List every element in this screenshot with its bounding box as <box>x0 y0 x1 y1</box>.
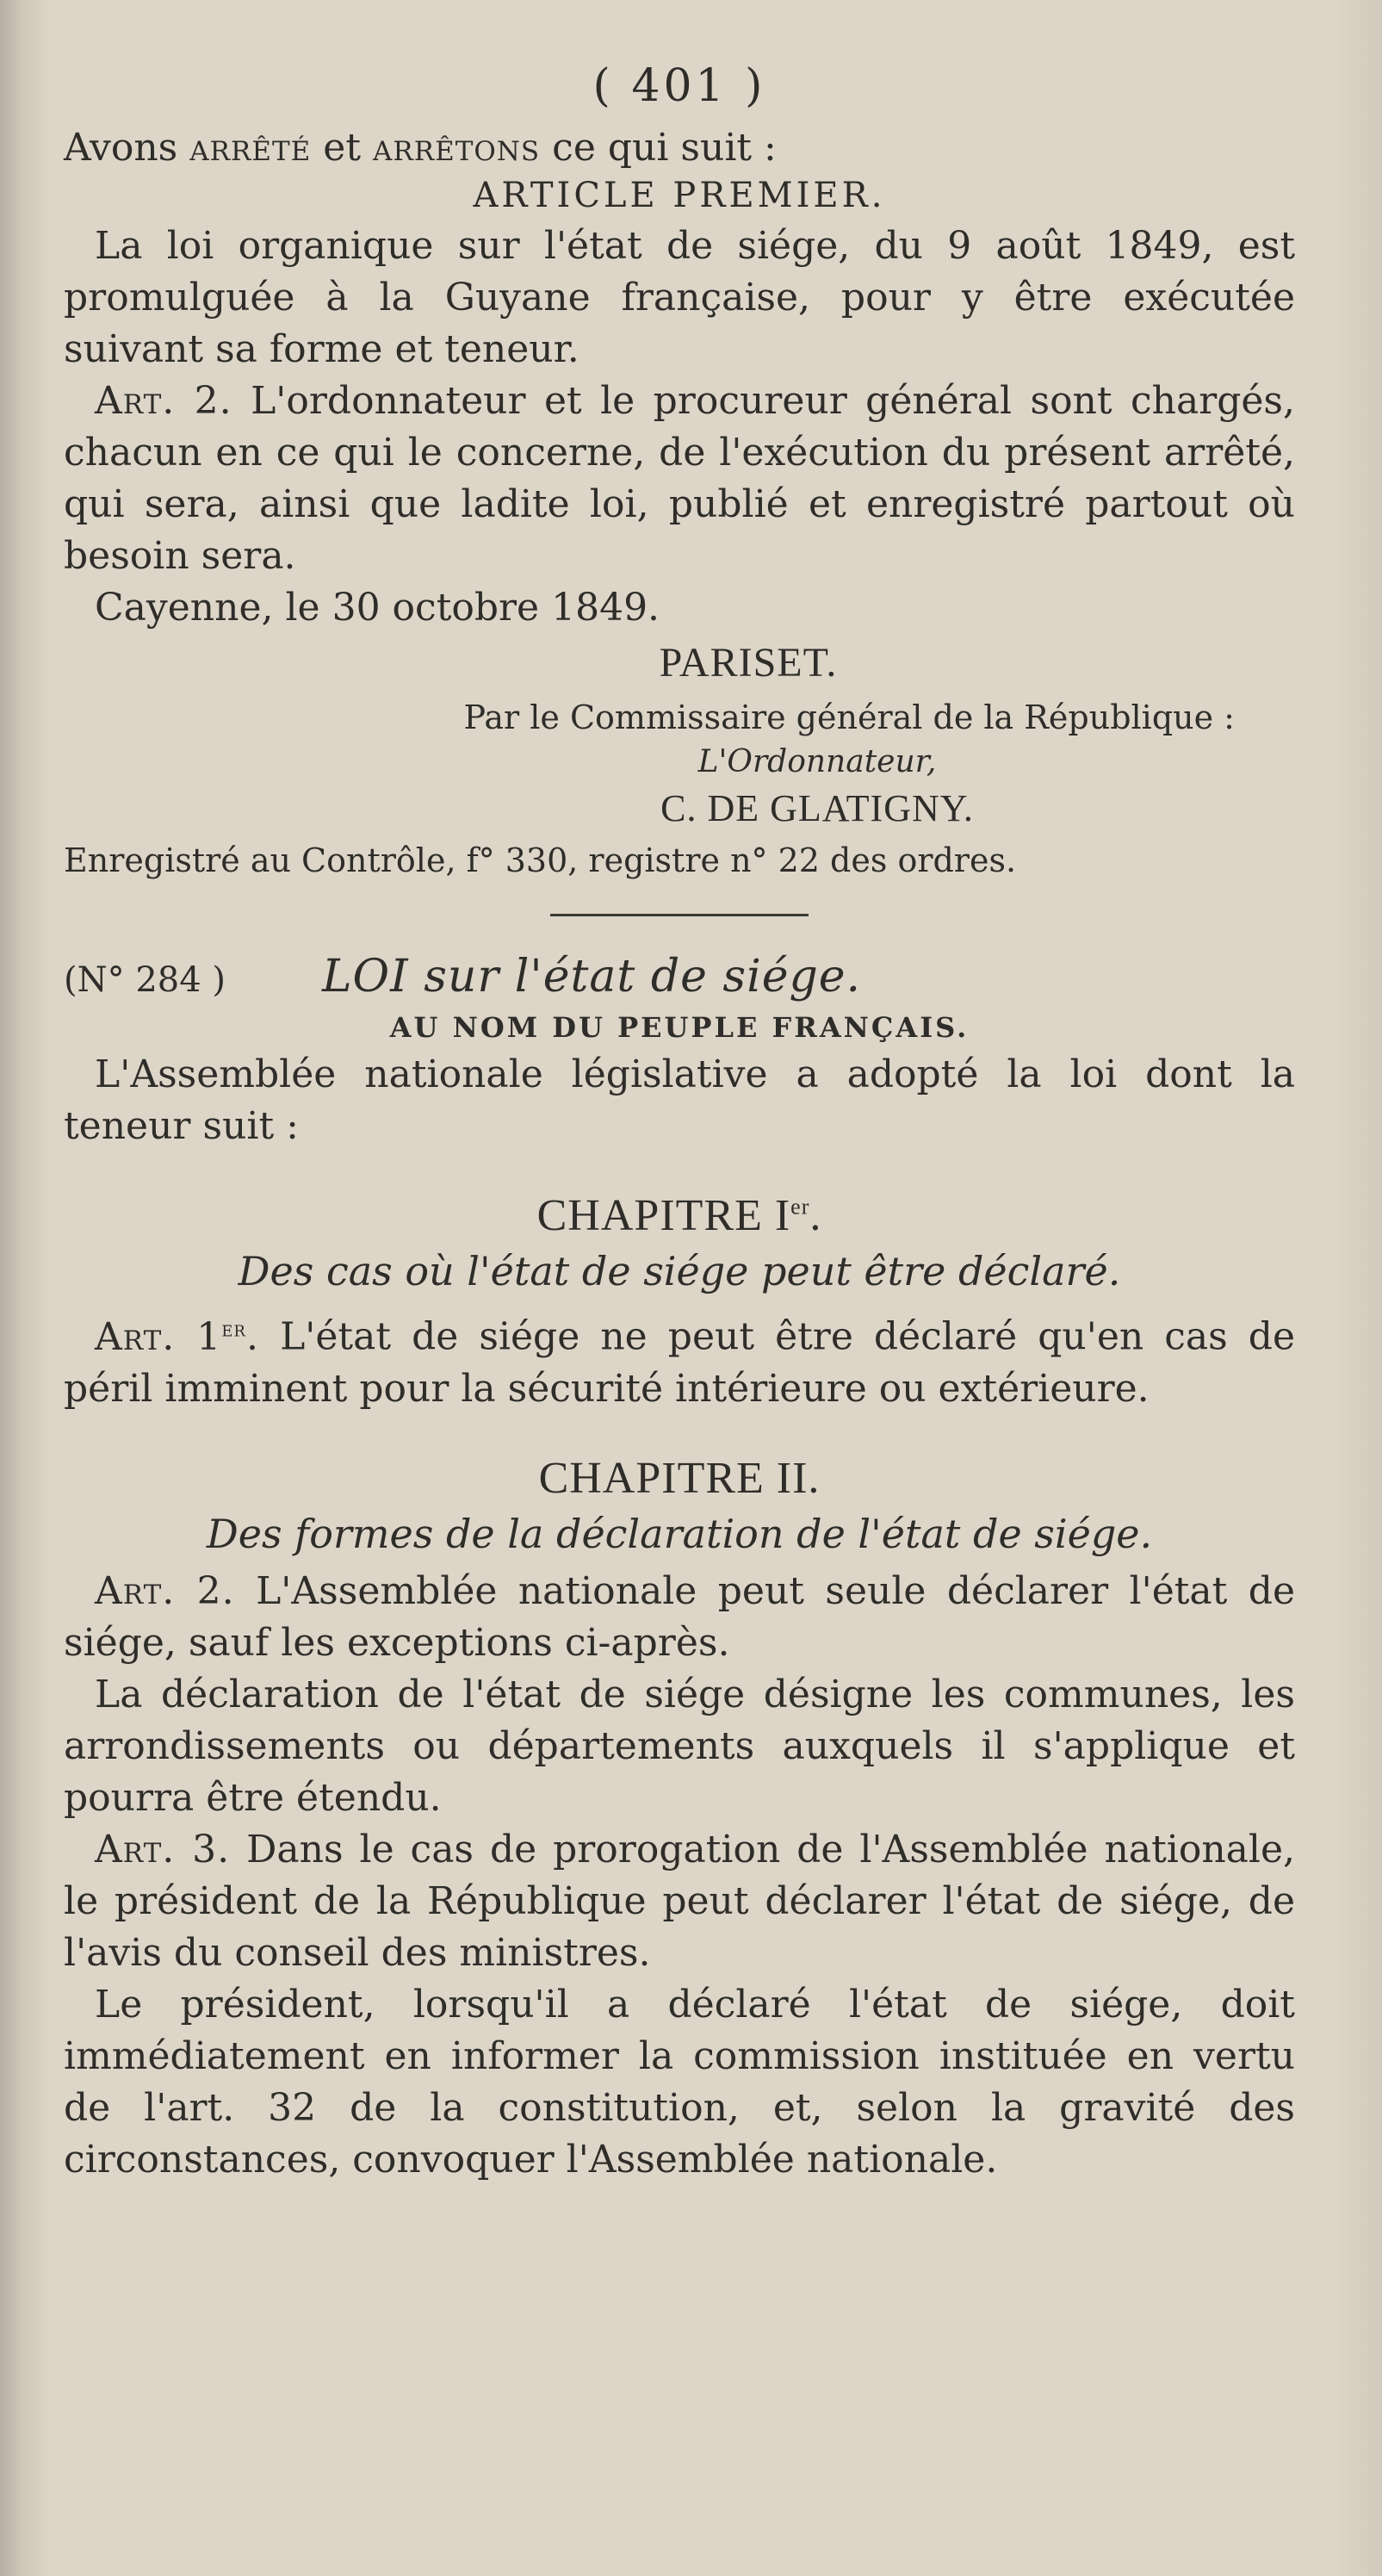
section-divider <box>550 914 809 916</box>
place-date: Cayenne, le 30 octobre 1849. <box>95 586 660 630</box>
page-content <box>64 52 1295 2186</box>
chapter-1-title-end: . <box>809 1191 822 1240</box>
law-article-1-label-main: Art. 1 <box>95 1314 222 1359</box>
chapter-2-title: CHAPITRE II. <box>538 1453 821 1503</box>
law-article-2-label: Art. 2. <box>95 1568 235 1613</box>
law-article-3-text: Dans le cas de prorogation de l'Assemblée nationale, le président de la République peut déclarer l'état de siége, de l'avis du conseil des ministres. <box>64 1827 1295 1975</box>
opening-mid: et <box>323 126 362 170</box>
page-number: ( 401 ) <box>592 60 766 112</box>
opening-prefix: Avons <box>64 126 178 170</box>
chapter-1-title-sup: er <box>790 1194 810 1220</box>
law-article-3 <box>64 1824 1295 1979</box>
law-article-2 <box>64 1566 1295 1669</box>
law-article-1-text: L'état de siége ne peut être déclaré qu'en cas de péril imminent pour la sécurité intérieure ou extérieure. <box>64 1314 1295 1411</box>
law-article-1-label-sup: er <box>221 1316 246 1342</box>
article-1-text: La loi organique sur l'état de siége, du 9 août 1849, est promulguée à la Guyane française, pour y être exécutée suivant sa forme et teneur. <box>64 224 1295 371</box>
law-article-1 <box>64 1303 1295 1415</box>
law-article-3-para-2: Le président, lorsqu'il a déclaré l'état de siége, doit immédiatement en informer la commission instituée en vertu de l'art. 32 de la constitution, et, selon la gravité des circonstances, convoquer l'Assemblée nationale. <box>64 1982 1295 2182</box>
opening-caps-1: arrêté <box>189 126 312 170</box>
article-2-text: L'ordonnateur et le procureur général sont chargés, chacun en ce qui le concerne, de l'exécution du présent arrêté, qui sera, ainsi que ladite loi, publié et enregistré partout où besoin sera. <box>64 379 1296 578</box>
by-commissioner: Par le Commissaire général de la République : <box>463 698 1235 736</box>
opening-suffix: ce qui suit : <box>552 126 777 170</box>
law-number: (N° 284 ) <box>64 960 226 1000</box>
people-line: AU NOM DU PEUPLE FRANÇAIS. <box>389 1011 970 1044</box>
registration-note: Enregistré au Contrôle, f° 330, registre n° 22 des ordres. <box>64 841 1017 879</box>
article-premier-heading: ARTICLE PREMIER. <box>473 176 886 215</box>
law-article-1-label-end: . <box>246 1314 259 1359</box>
law-preamble: L'Assemblée nationale législative a adopté la loi dont la teneur suit : <box>64 1052 1295 1148</box>
ordonnateur-label: L'Ordonnateur, <box>697 744 937 779</box>
decree-opening <box>64 122 1295 174</box>
article-2 <box>64 376 1295 582</box>
law-title-row <box>64 951 1295 1002</box>
chapter-1-title <box>64 1190 1295 1241</box>
law-article-3-label: Art. 3. <box>95 1827 231 1871</box>
chapter-2-subtitle: Des formes de la déclaration de l'état de siége. <box>206 1510 1153 1557</box>
law-title: LOI sur l'état de siége. <box>322 951 862 1002</box>
chapter-1-title-main: CHAPITRE I <box>536 1191 791 1240</box>
law-article-2-para-2: La déclaration de l'état de siége désigne les communes, les arrondissements ou départements auxquels il s'applique et pourra être étendu. <box>64 1672 1295 1820</box>
article-2-label: Art. 2. <box>95 379 232 423</box>
opening-caps-2: arrêtons <box>373 126 541 170</box>
chapter-1-subtitle: Des cas où l'état de siége peut être déclaré. <box>238 1248 1121 1294</box>
law-article-2-text: L'Assemblée nationale peut seule déclarer l'état de siége, sauf les exceptions ci-après. <box>64 1568 1295 1665</box>
ordonnateur-name: C. DE GLATIGNY. <box>660 787 974 829</box>
signatory-name: PARISET. <box>659 640 838 686</box>
law-article-1-label <box>95 1315 259 1359</box>
